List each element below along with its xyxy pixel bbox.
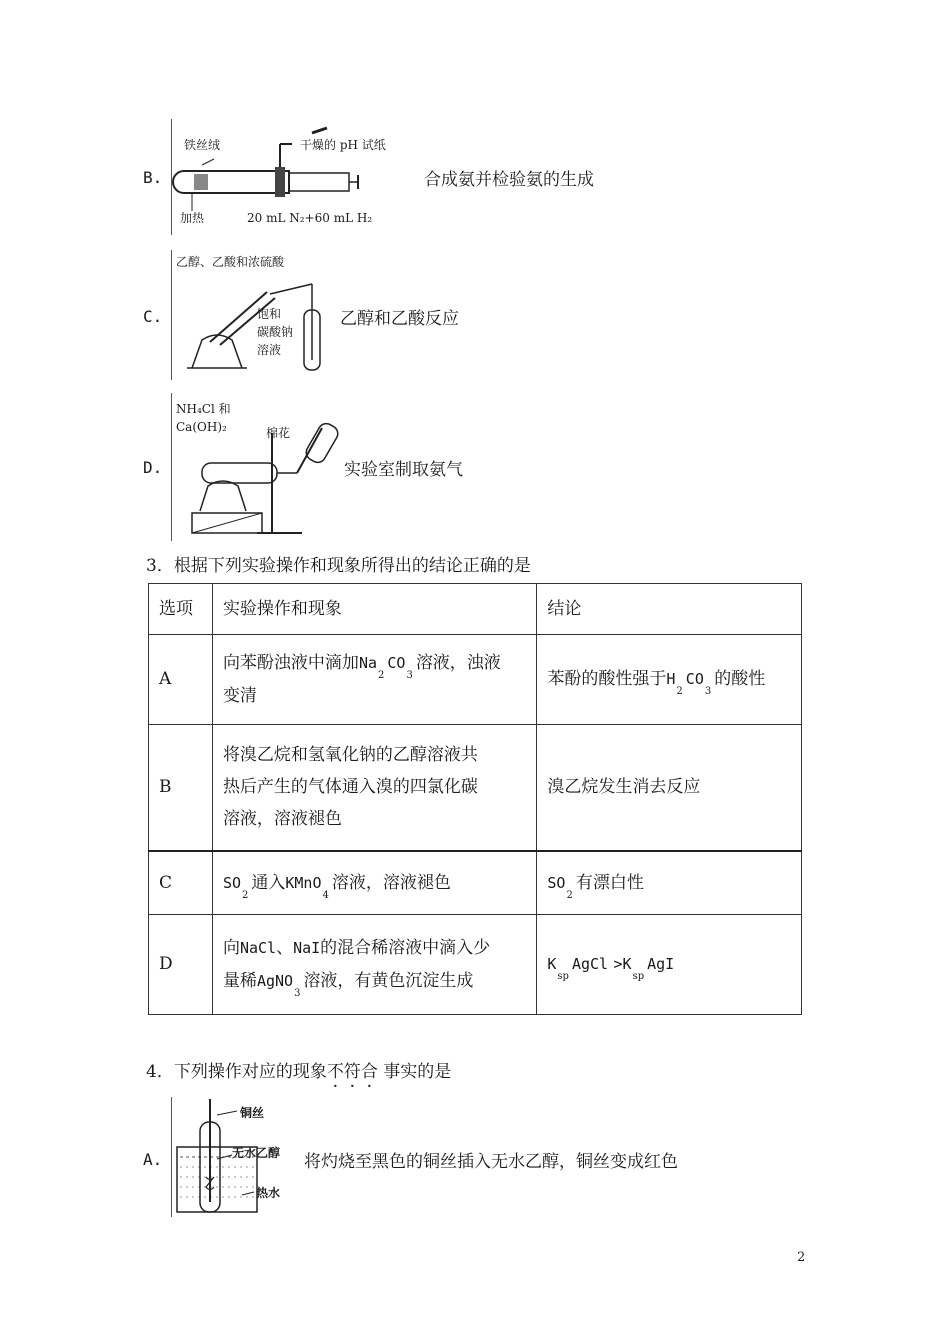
row-c-conclusion: $SO_2$有漂白性	[537, 851, 802, 915]
figure-esterification	[171, 250, 331, 380]
option-d-text: 实验室制取氨气	[344, 460, 463, 480]
table-row	[149, 915, 802, 1015]
row-d-operation: 向NaCl、NaI的混合稀溶液中滴入少 量稀AgNO$_3$溶液，有黄色沉淀生成	[212, 915, 536, 1015]
label-ammonium-chloride: NH₄Cl 和	[176, 402, 231, 416]
label-copper-wire: 铜丝	[240, 1106, 265, 1120]
option-a-text: 将灼烧至黑色的铜丝插入无水乙醇，铜丝变成红色	[304, 1152, 678, 1172]
table-row	[149, 635, 802, 725]
label-cotton: 棉花	[266, 426, 291, 440]
option-c-letter: C.	[143, 307, 163, 326]
experiment-table	[148, 583, 802, 1015]
row-b-operation: 将溴乙烷和氢氧化钠的乙醇溶液共 热后产生的气体通入溴的四氯化碳 溶液，溶液褪色	[212, 725, 536, 851]
header-option: 选项	[149, 584, 213, 635]
label-solution: 溶液	[257, 343, 282, 357]
row-c-option: C	[149, 851, 213, 915]
header-operation: 实验操作和现象	[212, 584, 536, 635]
row-b-option: B	[149, 725, 213, 851]
label-calcium-hydroxide: Ca(OH)₂	[176, 420, 227, 434]
table-row	[149, 725, 802, 851]
esterification-apparatus	[172, 250, 331, 380]
page-number: 2	[797, 1250, 806, 1265]
label-reagents: 乙醇、乙酸和浓硫酸	[176, 255, 285, 269]
label-gases: 20 mL N₂+60 mL H₂	[247, 211, 373, 225]
question-3-stem: 3．根据下列实验操作和现象所得出的结论正确的是	[146, 556, 531, 576]
row-d-option: D	[149, 915, 213, 1015]
option-c-text: 乙醇和乙酸反应	[340, 309, 459, 329]
label-saturated: 饱和	[257, 307, 282, 321]
row-a-operation: 向苯酚浊液中滴加$Na_2CO_3$溶液，浊液 变清	[212, 635, 536, 725]
figure-ammonia-synthesis	[171, 119, 423, 235]
row-b-conclusion: 溴乙烷发生消去反应	[537, 725, 802, 851]
option-a-letter: A.	[143, 1150, 163, 1169]
label-iron-wool: 铁丝绒	[184, 138, 221, 152]
label-sodium-carbonate: 碳酸钠	[257, 325, 294, 339]
option-d-letter: D.	[143, 458, 163, 477]
row-a-option: A	[149, 635, 213, 725]
label-heat: 加热	[180, 211, 205, 225]
row-c-operation: $SO_2$通入KMnO$_4$溶液，溶液褪色	[212, 851, 536, 915]
header-conclusion: 结论	[537, 584, 802, 635]
table-header-row	[149, 584, 802, 635]
iron-wool	[194, 174, 208, 190]
label-ph-paper: 干燥的 pH 试纸	[300, 138, 386, 152]
table-row	[149, 851, 802, 915]
figure-copper-ethanol	[171, 1097, 304, 1217]
row-a-conclusion: 苯酚的酸性强于$H_2CO_3$的酸性	[537, 635, 802, 725]
label-anhydrous-ethanol: 无水乙醇	[232, 1146, 281, 1160]
figure-ammonia-preparation	[171, 393, 343, 541]
question-4-stem: 4．下列操作对应的现象不符合 事实的是	[146, 1062, 452, 1082]
option-b-text: 合成氨并检验氨的生成	[424, 170, 594, 190]
row-d-conclusion: $K_{sp}AgCl >K_{sp}AgI$	[537, 915, 802, 1015]
label-hot-water: 热水	[256, 1186, 281, 1200]
option-b-letter: B.	[143, 168, 163, 187]
